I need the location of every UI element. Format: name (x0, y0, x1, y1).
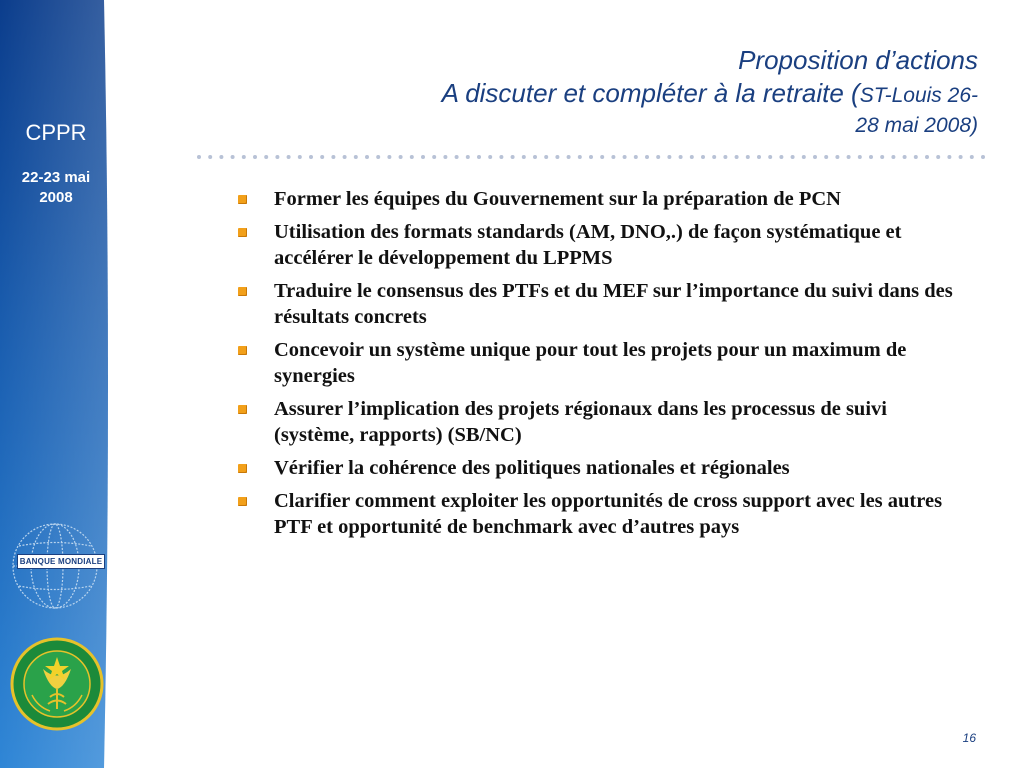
list-item-text: Traduire le consensus des PTFs et du MEF sur l’importance du suivi dans des résultats concrets (274, 280, 953, 328)
world-bank-label: BANQUE MONDIALE (17, 554, 105, 569)
divider-dot (925, 155, 929, 159)
divider-dot (365, 155, 369, 159)
list-item-text: Assurer l’implication des projets régionaux dans les processus de suivi (système, rapports) (SB/NC) (274, 398, 887, 446)
seal-icon (10, 637, 104, 731)
divider-dot (275, 155, 279, 159)
divider-dot (208, 155, 212, 159)
list-item (236, 278, 966, 330)
divider-dot (970, 155, 974, 159)
sidebar-date-line2: 2008 (39, 189, 73, 206)
divider-dot (679, 155, 683, 159)
divider-dot (432, 155, 436, 159)
bullet-icon (238, 405, 247, 414)
divider-dot (701, 155, 705, 159)
divider-dot (253, 155, 257, 159)
list-item (236, 455, 966, 481)
title-line-2-small: ST-Louis 26- (859, 84, 978, 107)
divider-dot (667, 155, 671, 159)
divider-dot (522, 155, 526, 159)
divider-dot (298, 155, 302, 159)
divider-dot (623, 155, 627, 159)
slide-title (258, 44, 978, 140)
divider-dot (219, 155, 223, 159)
divider-dot (309, 155, 313, 159)
list-item-text: Concevoir un système unique pour tout les projets pour un maximum de synergies (274, 339, 907, 387)
list-item-text: Former les équipes du Gouvernement sur la préparation de PCN (274, 188, 841, 210)
divider-dot (499, 155, 503, 159)
divider-dot (824, 155, 828, 159)
bullet-icon (238, 287, 247, 296)
sidebar (0, 0, 112, 768)
divider-dot (634, 155, 638, 159)
divider-dot (477, 155, 481, 159)
bullet-icon (238, 228, 247, 237)
divider-dot (197, 155, 201, 159)
title-line-3: 28 mai 2008) (855, 114, 978, 137)
divider-dot (757, 155, 761, 159)
sidebar-date-line1: 22-23 mai (21, 169, 91, 186)
mauritania-seal-logo (10, 637, 104, 731)
sidebar-date (0, 168, 112, 208)
divider-dot (567, 155, 571, 159)
divider-dot (578, 155, 582, 159)
list-item-text: Utilisation des formats standards (AM, DNO,.) de façon systématique et accélérer le développement du LPPMS (274, 221, 902, 269)
sidebar-title: CPPR (25, 120, 87, 145)
divider-dot (242, 155, 246, 159)
divider-dot (387, 155, 391, 159)
title-line-1: Proposition d’actions (738, 45, 978, 75)
divider-dot (656, 155, 660, 159)
divider-dot (354, 155, 358, 159)
list-item (236, 186, 966, 212)
divider-dot (891, 155, 895, 159)
divider-dot (455, 155, 459, 159)
divider-dot (331, 155, 335, 159)
divider-dot (746, 155, 750, 159)
divider-dot (813, 155, 817, 159)
page-number: 16 (962, 731, 976, 745)
divider-dot (466, 155, 470, 159)
divider-dot (712, 155, 716, 159)
divider-dot (645, 155, 649, 159)
bullet-icon (238, 497, 247, 506)
divider-dot (768, 155, 772, 159)
divider-dot (320, 155, 324, 159)
bullet-icon (238, 346, 247, 355)
divider-dot (443, 155, 447, 159)
divider-dot (589, 155, 593, 159)
divider-dot (287, 155, 291, 159)
divider-dot (600, 155, 604, 159)
bullet-list (236, 186, 966, 547)
divider-dot (880, 155, 884, 159)
divider-dot (343, 155, 347, 159)
bullet-icon (238, 464, 247, 473)
list-item-text: Clarifier comment exploiter les opportunités de cross support avec les autres PTF et opportunité de benchmark avec d’autres pays (274, 490, 943, 538)
divider-dot (511, 155, 515, 159)
list-item (236, 219, 966, 271)
divider-dot (981, 155, 985, 159)
divider-dot (791, 155, 795, 159)
divider-dot (690, 155, 694, 159)
divider-dot (544, 155, 548, 159)
title-line-2 (258, 77, 978, 112)
divider-dot (421, 155, 425, 159)
divider-dot (555, 155, 559, 159)
divider-dot (533, 155, 537, 159)
divider-dot (847, 155, 851, 159)
divider-dot (399, 155, 403, 159)
divider-dot (914, 155, 918, 159)
divider-dot (802, 155, 806, 159)
world-bank-logo (9, 521, 115, 613)
list-item-text: Vérifier la cohérence des politiques nationales et régionales (274, 457, 790, 479)
divider-dot (735, 155, 739, 159)
divider-dot (231, 155, 235, 159)
list-item (236, 337, 966, 389)
divider-dot (858, 155, 862, 159)
divider-dot (410, 155, 414, 159)
divider-dot (723, 155, 727, 159)
list-item (236, 396, 966, 448)
divider-dot (903, 155, 907, 159)
title-line-2-main: A discuter et compléter à la retraite ( (441, 78, 860, 108)
divider-dot (959, 155, 963, 159)
list-item (236, 488, 966, 540)
divider-dot (488, 155, 492, 159)
divider-dot (936, 155, 940, 159)
dotted-divider (196, 154, 992, 160)
divider-dot (835, 155, 839, 159)
divider-dot (264, 155, 268, 159)
divider-dot (611, 155, 615, 159)
divider-dot (779, 155, 783, 159)
bullet-icon (238, 195, 247, 204)
divider-dot (947, 155, 951, 159)
divider-dot (869, 155, 873, 159)
divider-dot (376, 155, 380, 159)
